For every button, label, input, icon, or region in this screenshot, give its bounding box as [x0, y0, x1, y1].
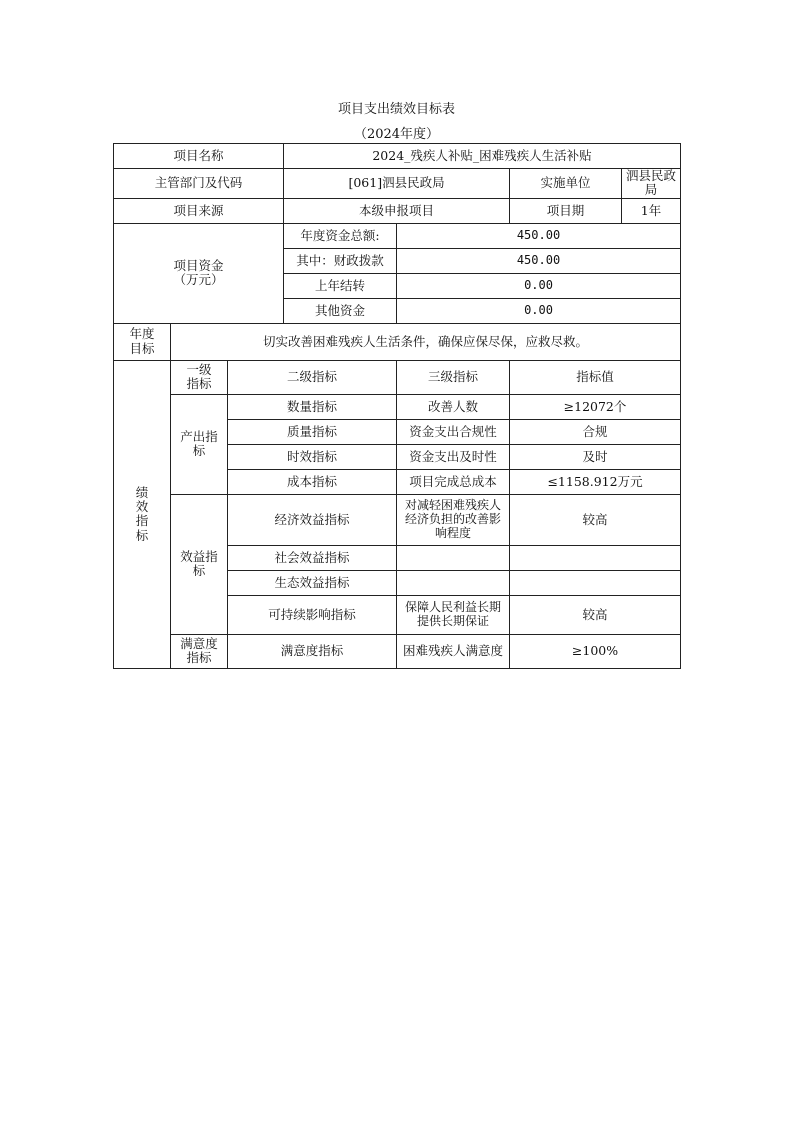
header-value: 指标值	[510, 360, 681, 394]
indicator-level3: 保障人民利益长期 提供长期保证	[397, 595, 510, 634]
indicator-level2: 成本指标	[228, 469, 397, 494]
impl-label: 实施单位	[510, 169, 622, 199]
output-label: 产出指 标	[171, 394, 228, 494]
funds-row-label: 其中：财政拨款	[284, 248, 397, 273]
indicator-level2: 质量指标	[228, 419, 397, 444]
doc-title: 项目支出绩效目标表	[337, 102, 455, 117]
indicator-row	[114, 394, 681, 419]
indicator-level2: 生态效益指标	[228, 570, 397, 595]
funds-row	[114, 223, 681, 248]
funds-label: 项目资金 （万元）	[114, 223, 284, 323]
row-department	[114, 169, 681, 199]
indicator-level3: 对减轻困难残疾人 经济负担的改善影 响程度	[397, 494, 510, 545]
project-name-label: 项目名称	[114, 144, 284, 169]
dept-label: 主管部门及代码	[114, 169, 284, 199]
indicator-level3: 改善人数	[397, 394, 510, 419]
funds-row-value: 0.00	[397, 273, 681, 298]
satisfaction-label: 满意度 指标	[171, 634, 228, 668]
indicator-level2: 时效指标	[228, 444, 397, 469]
indicator-value: 较高	[510, 595, 681, 634]
indicator-level2: 满意度指标	[228, 634, 397, 668]
performance-goal-table	[113, 143, 681, 669]
indicator-row	[114, 634, 681, 668]
source-label: 项目来源	[114, 198, 284, 223]
indicator-value: 及时	[510, 444, 681, 469]
indicator-level3: 困难残疾人满意度	[397, 634, 510, 668]
indicator-value	[510, 545, 681, 570]
indicator-level3: 资金支出合规性	[397, 419, 510, 444]
indicator-level3: 资金支出及时性	[397, 444, 510, 469]
row-source	[114, 198, 681, 223]
funds-row-label: 上年结转	[284, 273, 397, 298]
row-annual-goal	[114, 323, 681, 360]
funds-row-value: 450.00	[397, 248, 681, 273]
header-level3: 三级指标	[397, 360, 510, 394]
source-value: 本级申报项目	[284, 198, 510, 223]
funds-row-label: 年度资金总额:	[284, 223, 397, 248]
row-project-name	[114, 144, 681, 169]
indicator-level3	[397, 545, 510, 570]
indicator-value: 合规	[510, 419, 681, 444]
indicator-value	[510, 570, 681, 595]
indicator-level2: 社会效益指标	[228, 545, 397, 570]
funds-row-label: 其他资金	[284, 298, 397, 323]
indicator-row	[114, 494, 681, 545]
indicator-level3	[397, 570, 510, 595]
indicator-level2: 数量指标	[228, 394, 397, 419]
goal-text: 切实改善困难残疾人生活条件，确保应保尽保，应救尽救。	[171, 323, 681, 360]
header-level1: 一级 指标	[171, 360, 228, 394]
indicator-level2: 可持续影响指标	[228, 595, 397, 634]
period-value: 1年	[622, 198, 681, 223]
impl-value: 泗县民政局	[622, 169, 681, 199]
project-name-value: 2024_残疾人补贴_困难残疾人生活补贴	[284, 144, 681, 169]
indicators-header-row	[114, 360, 681, 394]
funds-row-value: 450.00	[397, 223, 681, 248]
dept-value: [061]泗县民政局	[284, 169, 510, 199]
indicators-section-label: 绩 效 指 标	[114, 360, 171, 668]
period-label: 项目期	[510, 198, 622, 223]
indicator-value: 较高	[510, 494, 681, 545]
funds-row-value: 0.00	[397, 298, 681, 323]
goal-label: 年度 目标	[114, 323, 171, 360]
indicator-value: ≥100%	[510, 634, 681, 668]
indicator-value: ≤1158.912万元	[510, 469, 681, 494]
indicator-level2: 经济效益指标	[228, 494, 397, 545]
benefit-label: 效益指 标	[171, 494, 228, 634]
doc-year: （2024年度）	[353, 127, 440, 142]
header-level2: 二级指标	[228, 360, 397, 394]
indicator-value: ≥12072个	[510, 394, 681, 419]
indicator-level3: 项目完成总成本	[397, 469, 510, 494]
